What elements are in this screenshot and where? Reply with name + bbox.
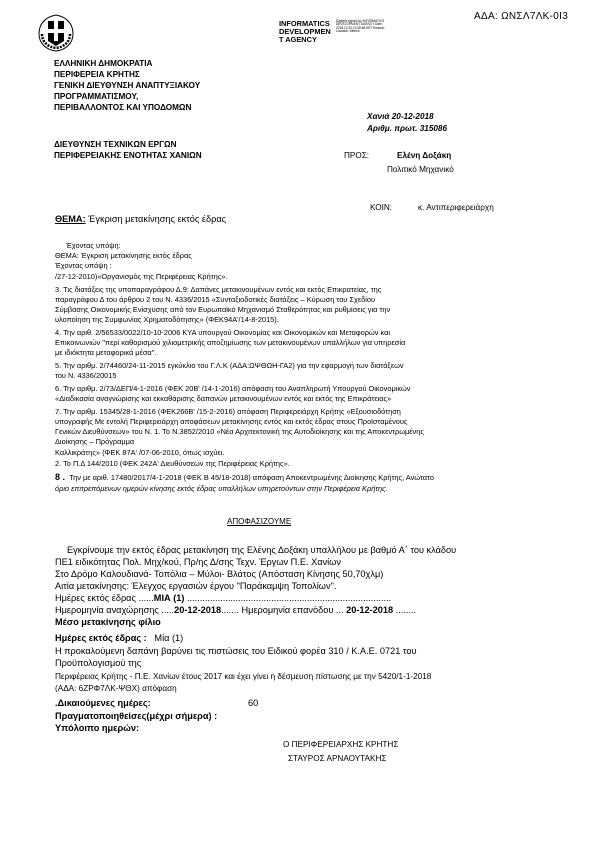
- decision-line: Στο Δρόμο Καλουδιανά- Τοπόλια – Μύλοι- Βλάτος (Απόσταση Κίνησης 50,70χλμ): [55, 569, 384, 579]
- body-line: 2. Το Π.Δ 144/2010 (ΦΕΚ 242Α' Διευθύνσεων της Περιφέρειας Κρήτης».: [55, 459, 290, 468]
- days-label: Ημέρες εκτός έδρας: [55, 593, 139, 603]
- body-line: του Ν. 4336/20015: [55, 371, 117, 380]
- ida-line: T AGENCY: [279, 35, 317, 45]
- ada-code: ΑΔΑ: ΩΝΣΛ7ΛΚ-0Ι3: [474, 11, 569, 22]
- protocol-number: Αριθμ. πρωτ. 315086: [367, 124, 448, 133]
- ida-line: DEVELOPMEN: [279, 27, 331, 37]
- realized-days-label: Πραγματοποιηθείσες(μέχρι σήμερα) :: [55, 711, 218, 721]
- date-start-label: Ημερομηνία αναχώρησης: [55, 605, 162, 615]
- body-line: παραγράφου Δ του άρθρου 2 του Ν. 4336/2015 «Συνταξιοδοτικές διατάξεις – Κύρωση του Σχεδίου: [55, 295, 376, 304]
- body-line: 3. Τις διατάξεις της υποπαραγράφου Δ.9: Δαπάνες μετακινουμένων εντός και εκτός Επικρατείας, της: [55, 285, 382, 294]
- remaining-days-label: Υπόλοιπο ημερών:: [55, 723, 140, 733]
- recipient-name: Ελένη Δοξάκη: [397, 151, 452, 160]
- body-line: υλοποίηση της Συμφωνίας Χρηματοδότησης» (ΦΕΚ94Α'/14-8-2015).: [55, 315, 279, 324]
- body-line: 7. Την αριθμ. 15345/28-1-2016 (ΦΕΚ266Β' /15-2-2016) απόφαση Περιφερειάρχη Κρήτης «Εξουσιοδότηση: [55, 407, 401, 416]
- body-line: 6. Την αριθμ. 2/73/ΔΕΠ/4-1-2016 (ΦΕΚ 20Β' /14-1-2016) απόφαση του Αναπληρωτή Υπουργού Οικονομικών: [55, 384, 411, 393]
- decision-heading: ΑΠΟΦΑΣΙΖΟΥΜΕ: [227, 517, 292, 526]
- greek-emblem-icon: [36, 14, 76, 52]
- date-return: 20-12-2018: [346, 605, 394, 615]
- days2-label: Ημέρες εκτός έδρας :: [55, 633, 147, 643]
- koin-label: ΚΟΙΝ:: [370, 203, 393, 212]
- body-line: «Διαδικασία αναγνώρισης και εκκαθάρισης δαπανών μετακινουμένων εντός και εκτός της Επικράτειας»: [55, 394, 392, 403]
- body-line: Σύμβασης Οικονομικής Ενίσχυσης από τον Ευρωπαϊκό Μηχανισμό Σταθερότητας και ρυθμίσεις για την: [55, 305, 391, 314]
- date-start: 20-12-2018: [174, 605, 222, 615]
- document-date: Χανιά 20-12-2018: [367, 112, 434, 121]
- body-line: όριο επιτρεπόμενων ημερών κίνησης εκτός έδρας υπαλλήλων υπηρετούντων στην Περιφέρεια Κρήτης.: [55, 484, 388, 493]
- item-8-line: [55, 473, 434, 482]
- org-line: ΓΕΝΙΚΗ ΔΙΕΥΘΥΝΣΗ ΑΝΑΠΤΥΞΙΑΚΟΥ: [54, 80, 201, 90]
- entitled-days-value: 60: [248, 698, 259, 708]
- body-line: Έχοντας υπόψη:: [66, 241, 121, 250]
- dept-line: ΔΙΕΥΘΥΝΣΗ ΤΕΧΝΙΚΩΝ ΕΡΓΩΝ: [54, 140, 177, 149]
- ida-line: INFORMATICS: [279, 19, 330, 28]
- body-line: Καλλικράτης» (ΦΕΚ 87Α' /07-06-2010, όπως ισχύει.: [55, 448, 225, 457]
- body-line: με ιδιόκτητα μεταφορικά μέσα".: [55, 348, 157, 357]
- org-line: ΠΕΡΙΒΑΛΛΟΝΤΟΣ ΚΑΙ ΥΠΟΔΟΜΩΝ: [54, 102, 192, 112]
- body-line: 5. Την αριθμ. 2/74460/24-11-2015 εγκύκλιο του Γ.Λ.Κ (ΑΔΑ:ΩΨΘΩΗ-ΓΑ2) για την εφαρμογή των διατάξεων: [55, 361, 404, 370]
- subject-line: [55, 214, 226, 224]
- org-header: [54, 59, 200, 114]
- budget-line: Προϋπολογισμού της: [55, 658, 142, 668]
- days2-line: [55, 633, 183, 643]
- body-line: Γενικών Διευθύνσεων» του Ν. 1. Το Ν.3852/2010 «Νέα Αρχιτεκτονική της Αυτοδιοίκησης και της Αποκεντρωμένης: [55, 427, 424, 436]
- koin-value: κ. Αντιπεριφερειάρχη: [418, 203, 494, 212]
- dept-line: ΠΕΡΙΦΕΡΕΙΑΚΗΣ ΕΝΟΤΗΤΑΣ ΧΑΝΙΩΝ: [54, 151, 202, 160]
- signatory-name: ΣΤΑΥΡΟΣ ΑΡΝΑΟΥΤΑΚΗΣ: [288, 754, 387, 763]
- recipient-title: Πολιτικό Μηχανικό: [387, 165, 454, 174]
- item-8-number: 8 .: [55, 472, 66, 482]
- decision-line: ΠΕ1 ειδικότητας Πολ. Μηχ/κού, Πρ/ης Δ/σης Τεχν. Έργων Π.Ε. Χανίων: [55, 557, 341, 567]
- body-line: υπογραφής Με εντολή Περιφερειάρχη αποφάσεων μετακίνησης εντός και εκτός έδρας στους Προϊσταμένους: [55, 417, 408, 426]
- entitled-days-label: .Δικαιούμενες ημέρες:: [55, 698, 151, 708]
- item-8-text: Την με αριθ. 17480/2017/4-1-2018 (ΦΕΚ Β 45/18-2018) απόφαση Αποκεντρωμένης Διοίκησης Κρήτης, Ανώτατο: [69, 473, 434, 482]
- body-line: Επικοινωνιών "περί καθορισμού χιλιομετρικής αποζημίωσης των μετακινουμένων υπαλλήλων για υπηρεσία: [55, 338, 406, 347]
- subject-label: ΘΕΜΑ:: [55, 214, 86, 224]
- org-line: ΠΕΡΙΦΕΡΕΙΑ ΚΡΗΤΗΣ: [54, 69, 140, 79]
- body-line: ΘΕΜΑ: Έγκριση μετακίνησης εκτός έδρας: [55, 251, 192, 260]
- org-line: ΠΡΟΓΡΑΜΜΑΤΙΣΜΟΥ,: [54, 91, 139, 101]
- days-value: ΜΙΑ (1): [153, 593, 185, 603]
- decision-line: Αιτία μετακίνησης: Έλεγχος εργασιών έργου "Παράκαμψη Τοπολίων".: [55, 581, 337, 591]
- ida-signature-details: Digitally signed by INFORMATICS DEVELOPMENT AGENCY Date: 2018.12.20 12:08:58 EET Reason: Location: Athens: [336, 19, 386, 34]
- budget-line: Η προκαλούμενη δαπάνη βαρύνει τις πιστώσεις του Ειδικού φορέα 310 / Κ.Α.Ε. 0721 του: [55, 646, 417, 656]
- date-return-label: Ημερομηνία επανόδου: [238, 605, 336, 615]
- body-line: Διοίκησης – Πρόγραμμα: [55, 437, 135, 446]
- ida-signature-text: [279, 20, 331, 45]
- org-line: ΕΛΛΗΝΙΚΗ ΔΗΜΟΚΡΑΤΙΑ: [54, 59, 153, 68]
- means-of-transport: Μέσο μετακίνησης φίλιο: [55, 617, 161, 627]
- days2-value: Μία (1): [154, 633, 184, 643]
- days-line: Ημέρες εκτός έδρας ......ΜΙΑ (1) ................................................................................: [55, 593, 392, 603]
- dates-line: Ημερομηνία αναχώρησης .....20-12-2018....... Ημερομηνία επανόδου ... 20-12-2018 ........: [55, 605, 417, 615]
- budget-line: (ΑΔΑ: 6ΖΡΦ7ΛΚ-ΨΘΧ) απόφαση: [55, 684, 177, 693]
- subject-text: Έγκριση μετακίνησης εκτός έδρας: [85, 214, 227, 224]
- body-line: /27-12-2010)«Οργανισμός της Περιφέρειας Κρήτης».: [55, 272, 228, 281]
- budget-line: Περιφέρειας Κρήτης - Π.Ε. Χανίων έτους 2017 και έχει γίνει η δέσμευση πίστωσης με την 5420/1-1-2018: [55, 672, 432, 681]
- decision-line: Εγκρίνουμε την εκτός έδρας μετακίνηση της Ελένης Δοξάκη υπαλλήλου με βαθμό Α΄ του κλάδου: [67, 545, 457, 555]
- body-line: 4. Την αριθ. 2/56533/0022/10-10-2006 ΚΥΑ υπουργού Οικονομίας και Οικονομικών και Μεταφορών και: [55, 328, 391, 337]
- body-line: Έχοντας υπόψη :: [55, 261, 112, 270]
- pros-label: ΠΡΟΣ:: [344, 151, 370, 160]
- signatory-role: Ο ΠΕΡΙΦΕΡΕΙΑΡΧΗΣ ΚΡΗΤΗΣ: [283, 740, 399, 749]
- department-header: [54, 139, 202, 161]
